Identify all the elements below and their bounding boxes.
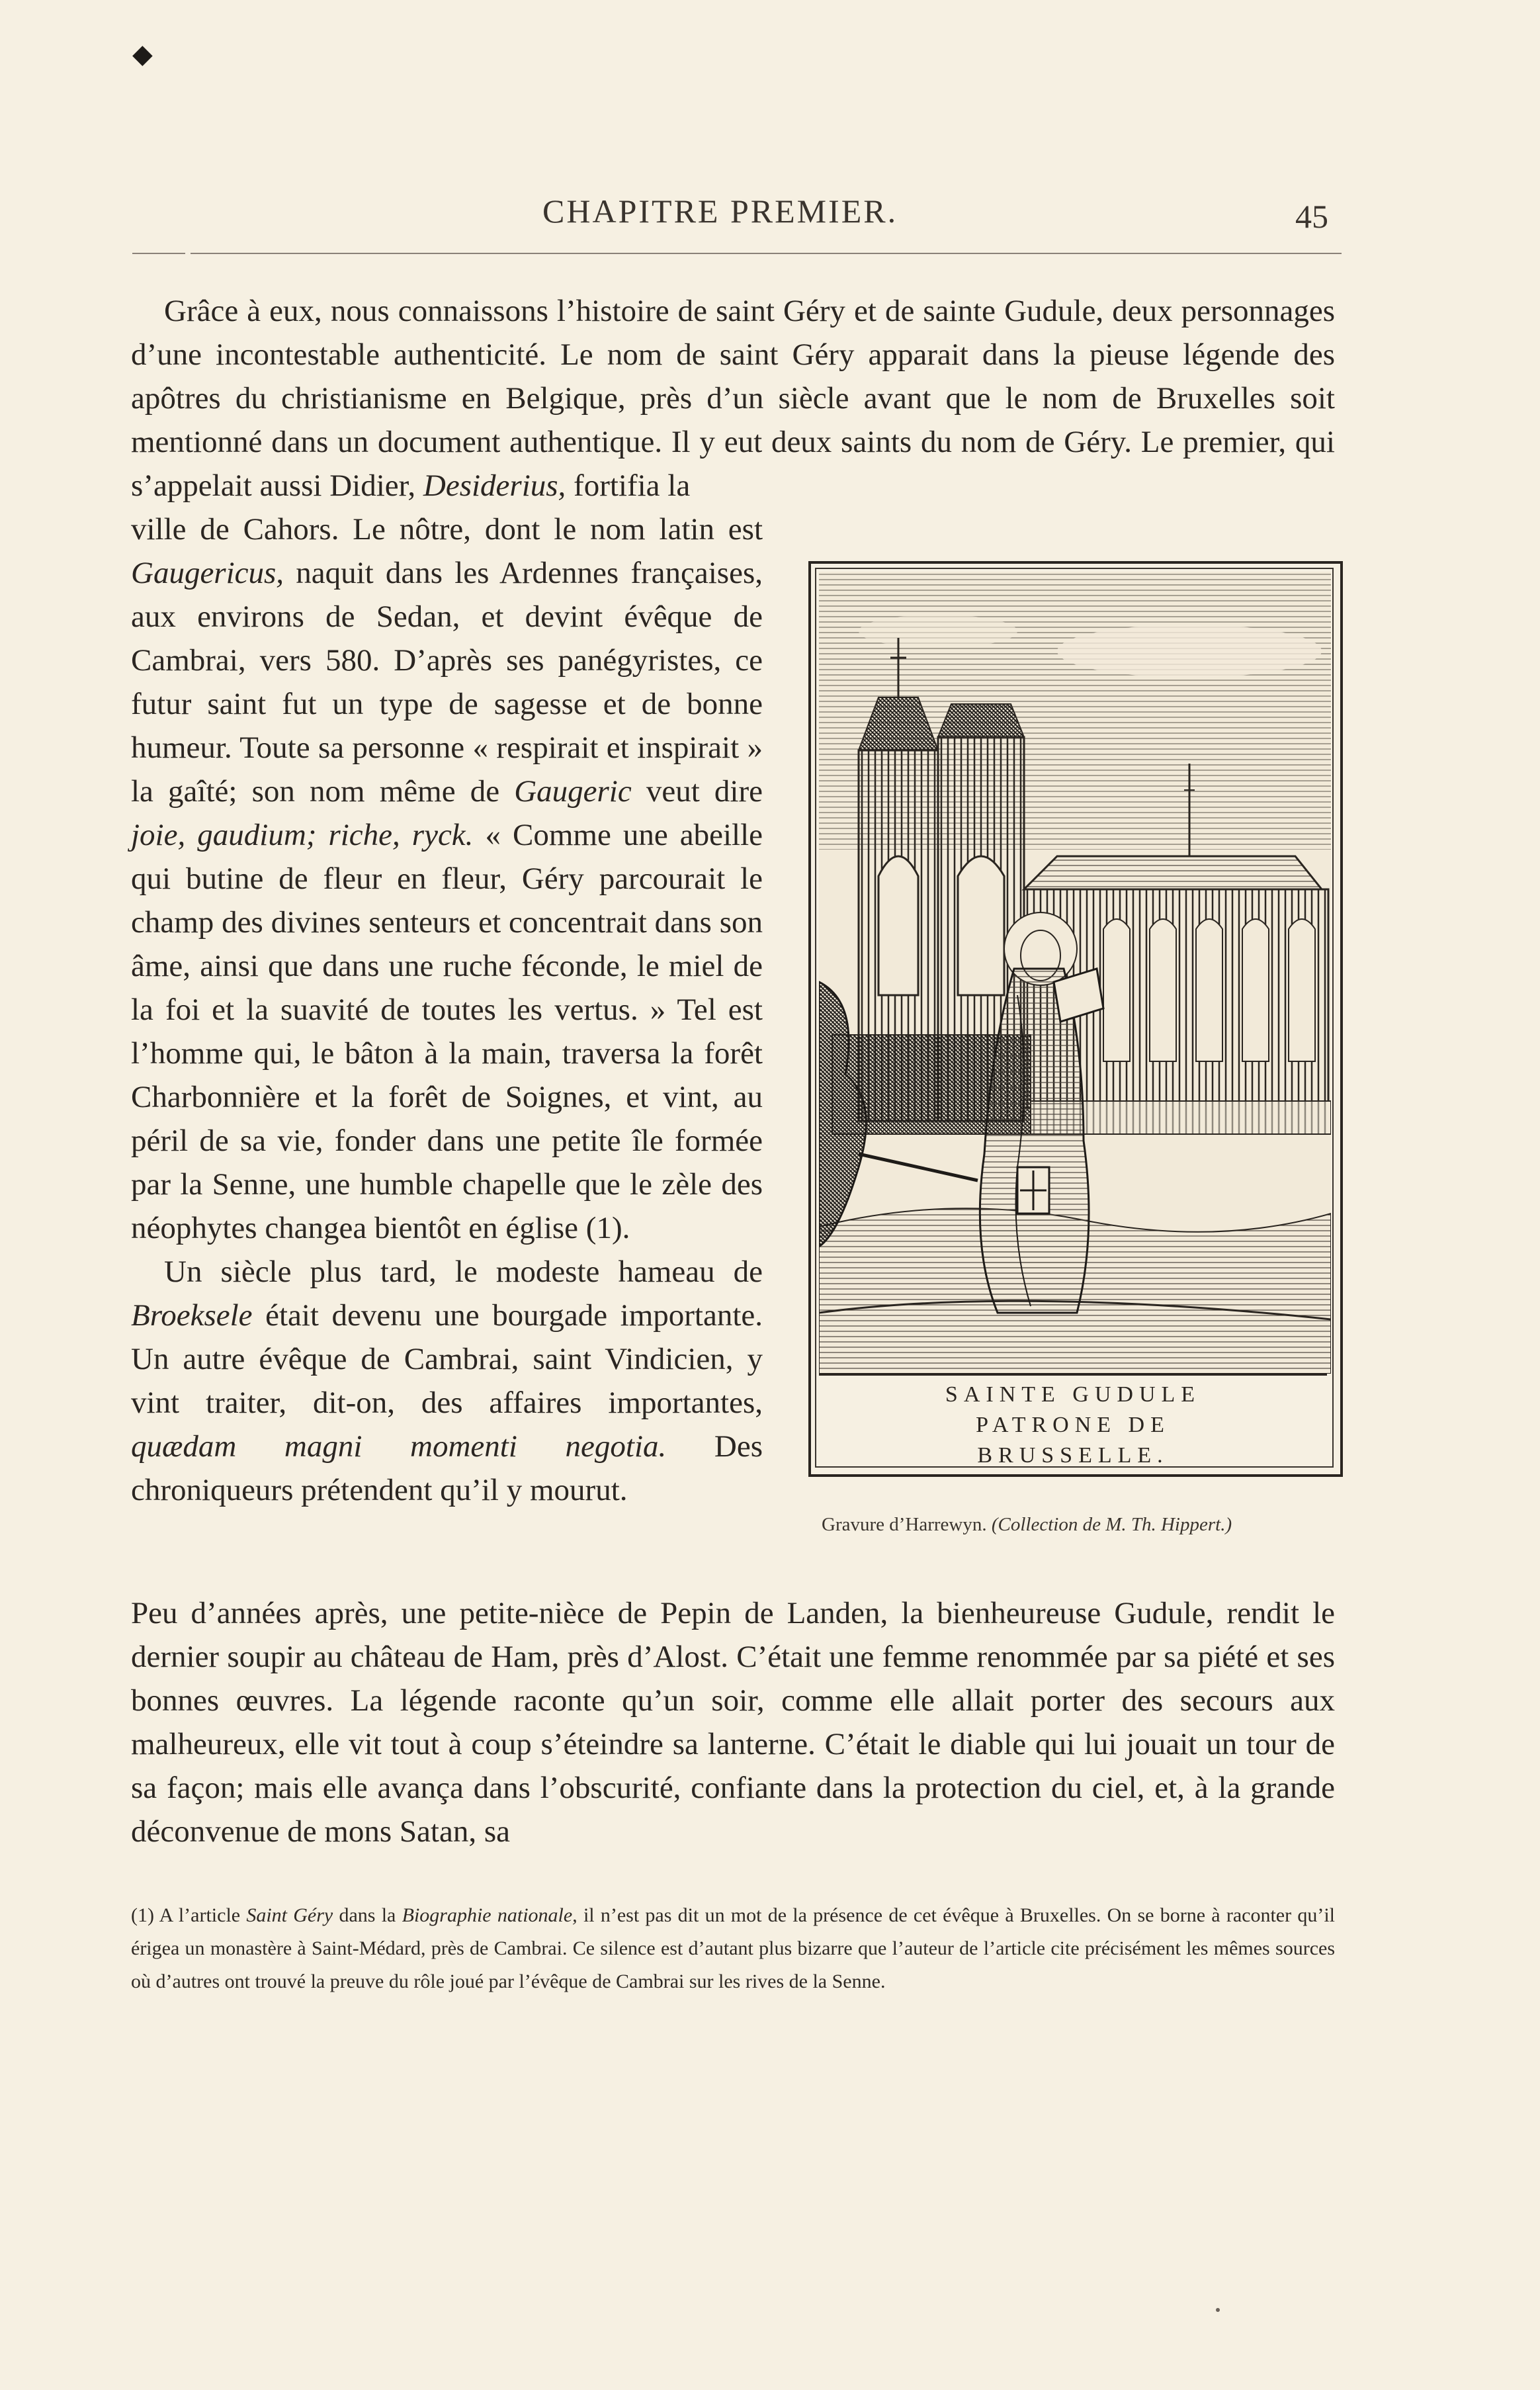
footnote-italic-2: Biographie nationale, (402, 1904, 578, 1926)
footnote-start: (1) A l’article (131, 1904, 241, 1926)
paper-speck (1216, 2308, 1220, 2312)
engraving-figure (808, 561, 1343, 1474)
cathedral-engraving-image (819, 572, 1331, 1374)
footnote-rest: il n’est pas dit un mot de la présence de cet évêque à Bruxelles. On se borne à raconter qu’il érigea un monastère à Saint-Médard, près de Cambrai. Ce silence est d’autant plus bizarre que l’auteur de l’article cite précisément les mêmes sources où d’autres ont trouvé la preuve du rôle joué par l’évêque de Cambrai sur les rives de la Senne. (131, 1904, 1336, 1992)
header-rule-left (132, 253, 185, 254)
col-line1: ville de Cahors. Le nôtre, dont le nom latin (131, 512, 714, 547)
plate-line-2: PATRONE DE (976, 1413, 1170, 1437)
col-broeksele: Broeksele (131, 1298, 253, 1333)
para3-text: Peu d’années après, une petite-nièce de Pepin de Landen, la bienheureuse Gudule, rendit le dernier soupir au château de Ham, près d’Alost. C’était une femme renommée par sa piété et ses bonnes œuvres. La légende raconte qu’un soir, comme elle allait porter des secours aux malheureux, elle vit tout à coup s’éteindre sa lanterne. C’était le diable qui lui jouait un tour de sa façon; mais elle avança dans l’obscurité, confiante dans la protection du ciel, et, à la grande déconvenue de mons Satan, sa (131, 1596, 1335, 1849)
col-gaugeric: Gaugeric (514, 774, 632, 809)
col-para2c: Des chroniqueurs prétendent qu’il y mourut. (131, 1429, 763, 1507)
header-rule (191, 253, 1342, 254)
col-text3: veut dire (646, 774, 763, 809)
para1-end: fortifia la (574, 468, 691, 503)
para1-italic: Desiderius, (423, 468, 566, 503)
col-text2: naquit dans les Ardennes françaises, aux environs de Sedan, et devint évêque de Cambrai, vers 580. D’après ses panégyristes, ce futur saint fut un type de sagesse et de bonne humeur. Toute sa personne « respirait et inspirait » la gaîté; son nom même de (131, 556, 763, 809)
col-text4: « Comme une abeille qui butine de fleur en fleur, Géry parcourait le champ des divines senteurs et concentrait dans son âme, ainsi que dans une ruche féconde, le miel de la foi et la suavité de toutes les vertus. » Tel est l’homme qui, le bâton à la main, traversa la forêt Charbonnière et la forêt de Soignes, et vint, au péril de sa vie, fonder dans une petite île formée par la Senne, une humble chapelle que le zèle des néophytes changea bientôt en église (1). (131, 818, 763, 1245)
paragraph-column (131, 508, 763, 1512)
footnote (131, 1899, 1335, 1998)
col-quaedam: quædam magni momenti negotia. (131, 1429, 667, 1464)
paragraph-gudule (131, 1591, 1335, 1853)
col-gaugericus: Gaugericus, (131, 556, 284, 590)
plate-line-1: SAINTE GUDULE (945, 1382, 1201, 1407)
para1-text: Grâce à eux, nous connaissons l’histoire de saint Géry et de sainte Gudule, deux personnages d’une incontestable authenticité. Le nom de saint Géry apparait dans la pieuse légende des apôtres du christianisme en Belgique, près d’un siècle avant que le nom de Bruxelles soit mentionné dans un document authentique. Il y eut deux saints du nom de Géry. Le premier, qui s’appelait aussi Didier, (131, 294, 1335, 503)
caption-source: Gravure d’Harrewyn. (822, 1514, 987, 1535)
caption-collection: (Collection de M. Th. Hippert.) (991, 1514, 1232, 1535)
figure-caption (822, 1514, 1338, 1536)
col-para2b: était devenu une bourgade importante. Un autre évêque de Cambrai, saint Vindicien, y vint traiter, dit-on, des affaires importantes, (131, 1298, 763, 1420)
footnote-mid: dans la (339, 1904, 396, 1926)
paragraph-intro (131, 289, 1335, 508)
footnote-italic-1: Saint Géry (246, 1904, 333, 1926)
engraving-plate-title (819, 1374, 1327, 1468)
ornament-bullet: ◆ (132, 39, 153, 69)
running-title: CHAPITRE PREMIER. (542, 193, 898, 230)
page-number: 45 (1295, 198, 1328, 235)
col-est: est (728, 512, 763, 547)
col-para2a: Un siècle plus tard, le modeste hameau de (164, 1255, 763, 1289)
plate-line-3: BRUSSELLE. (977, 1443, 1169, 1468)
col-joie: joie, gaudium; riche, ryck. (131, 818, 474, 852)
